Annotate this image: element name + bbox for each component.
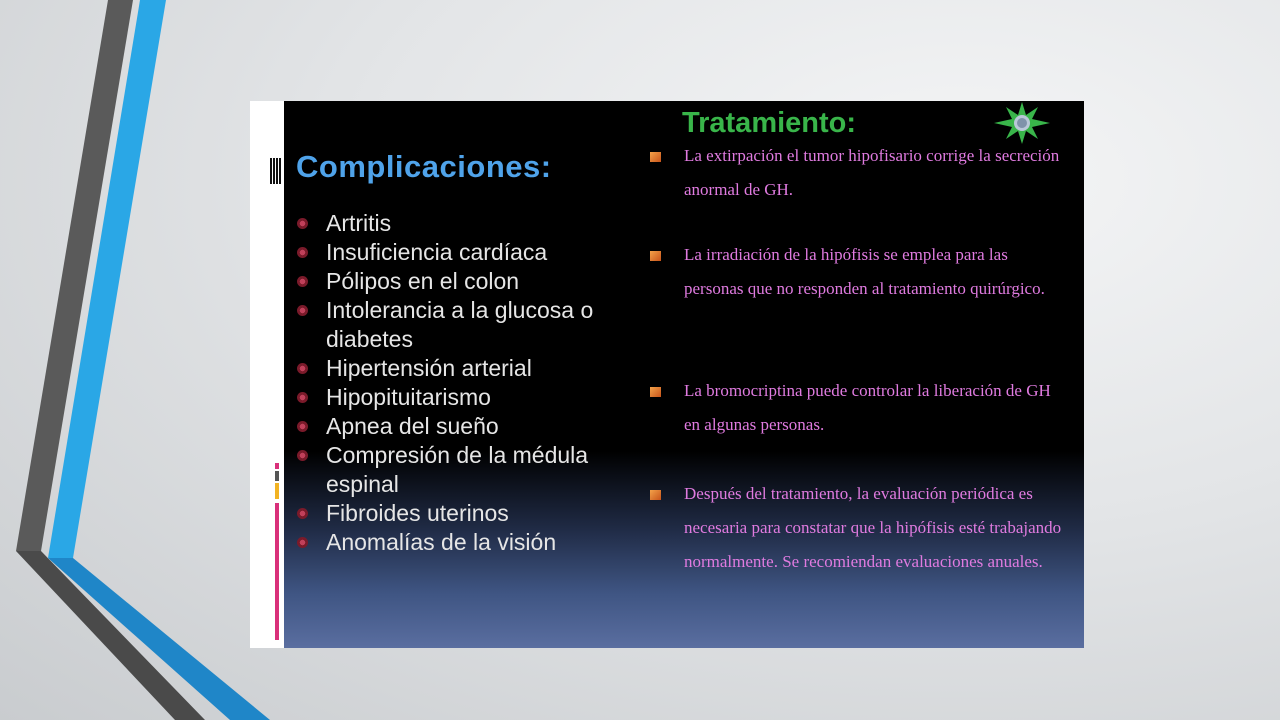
red-dot-bullet-icon	[297, 508, 308, 519]
red-dot-bullet-icon	[297, 421, 308, 432]
color-mark	[275, 483, 279, 499]
list-item-text: Anomalías de la visión	[326, 529, 557, 555]
tratamiento-item-text: La extirpación el tumor hipofisario corrige la secreción anormal de GH.	[684, 146, 1060, 199]
orange-square-bullet-icon	[650, 152, 661, 162]
list-item-text: Compresión de la médula espinal	[326, 442, 589, 497]
list-item	[296, 354, 626, 383]
color-mark	[275, 503, 279, 640]
red-dot-bullet-icon	[297, 363, 308, 374]
list-item	[296, 267, 626, 296]
list-item-text: Hipertensión arterial	[326, 355, 532, 381]
list-item	[296, 383, 626, 412]
list-item-text: Insuficiencia cardíaca	[326, 239, 548, 265]
red-dot-bullet-icon	[297, 392, 308, 403]
list-item-text: Apnea del sueño	[326, 413, 499, 439]
orange-square-bullet-icon	[650, 490, 661, 500]
tratamiento-item	[650, 374, 1070, 442]
tratamiento-item	[650, 477, 1070, 579]
tratamiento-item-text: La irradiación de la hipófisis se emplea para las personas que no responden al tratamiento quirúrgico.	[684, 245, 1045, 298]
tratamiento-item	[650, 238, 1070, 306]
list-item	[296, 209, 626, 238]
slide-image	[250, 101, 1084, 648]
list-item-text: Hipopituitarismo	[326, 384, 491, 410]
complicaciones-title: Complicaciones:	[296, 149, 552, 184]
orange-square-bullet-icon	[650, 387, 661, 397]
list-item-text: Intolerancia a la glucosa o diabetes	[326, 297, 594, 352]
color-mark	[275, 471, 279, 481]
tratamiento-title: Tratamiento:	[682, 107, 857, 139]
red-dot-bullet-icon	[297, 537, 308, 548]
tratamiento-item	[650, 139, 1070, 207]
list-item	[296, 296, 626, 354]
list-item	[296, 528, 626, 557]
list-item-text: Fibroides uterinos	[326, 500, 509, 526]
complicaciones-list	[296, 209, 626, 557]
list-item	[296, 238, 626, 267]
color-mark	[275, 463, 279, 469]
orange-square-bullet-icon	[650, 251, 661, 261]
tratamiento-item-text: La bromocriptina puede controlar la liberación de GH en algunas personas.	[684, 381, 1051, 434]
list-item-text: Pólipos en el colon	[326, 268, 520, 294]
slide-left-strip	[250, 101, 284, 648]
list-item	[296, 441, 626, 499]
red-dot-bullet-icon	[297, 276, 308, 287]
list-item	[296, 499, 626, 528]
list-item-text: Artritis	[326, 210, 392, 236]
red-dot-bullet-icon	[297, 247, 308, 258]
red-dot-bullet-icon	[297, 450, 308, 461]
red-dot-bullet-icon	[297, 305, 308, 316]
red-dot-bullet-icon	[297, 218, 308, 229]
list-item	[296, 412, 626, 441]
barcode-mark	[270, 158, 282, 184]
deco-gray-lower	[16, 551, 205, 720]
tratamiento-item-text: Después del tratamiento, la evaluación periódica es necesaria para constatar que la hipófisis esté trabajando normalmente. Se recomiendan evaluaciones anuales.	[684, 484, 1062, 571]
